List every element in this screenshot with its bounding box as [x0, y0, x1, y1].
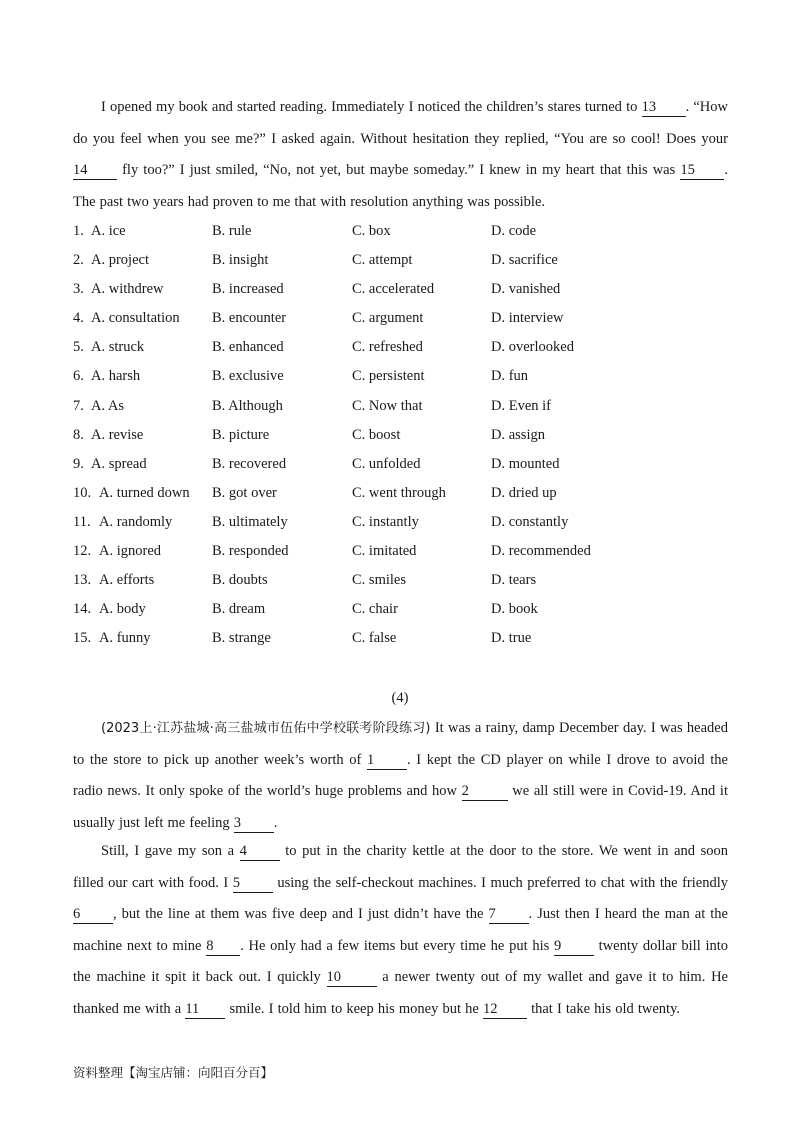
- option-b: B. responded: [212, 543, 289, 560]
- passage-text: It was a rainy, damp December day. I was headed to the store to pick up another week’s worth of: [73, 720, 728, 768]
- question-number: 6.: [73, 368, 84, 385]
- question-number: 15.: [73, 630, 92, 647]
- blank-10: 10: [327, 969, 377, 987]
- passage-text: . The past two years had proven to me that with resolution anything was possible.: [73, 162, 728, 210]
- option-c: C. accelerated: [352, 281, 435, 298]
- option-c: C. smiles: [352, 572, 406, 589]
- passage-text: we all still were in Covid-19. And it usually just left me feeling: [73, 783, 728, 831]
- option-a: A. ice: [91, 223, 126, 239]
- option-row: [73, 511, 728, 540]
- option-d: D. true: [491, 630, 532, 647]
- passage-paragraph-2: [73, 713, 728, 839]
- blank-11: 11: [185, 1001, 225, 1019]
- blank-3: 3: [234, 815, 274, 833]
- option-a: A. harsh: [91, 368, 141, 385]
- passage-text: to put in the charity kettle at the door to the store. We went in and soon filled our cart with food. I: [73, 843, 728, 891]
- passage-text: . He only had a few items but every time he put his: [240, 937, 554, 954]
- blank-15: 15: [680, 162, 724, 180]
- option-b: B. picture: [212, 426, 270, 443]
- footer-note: 资料整理【淘宝店铺：向阳百分百】: [73, 1065, 274, 1080]
- option-row: [73, 220, 728, 249]
- option-a: A. revise: [91, 426, 144, 443]
- passage-text: I opened my book and started reading. Immediately I noticed the children’s stares turned to: [101, 99, 642, 115]
- option-d: D. constantly: [491, 513, 569, 530]
- option-a: A. turned down: [99, 484, 190, 501]
- question-number: 9.: [73, 455, 84, 472]
- option-d: D. code: [491, 223, 537, 239]
- option-b: B. insight: [212, 252, 269, 269]
- option-b: B. ultimately: [212, 513, 288, 530]
- blank-2: 2: [462, 783, 508, 801]
- option-c: C. box: [352, 223, 391, 239]
- blank-13: 13: [642, 99, 686, 117]
- passage-text: a newer twenty out of my wallet and gave it to him. He thanked me with a: [73, 969, 728, 1017]
- passage-text: fly too?” I just smiled, “No, not yet, but maybe someday.” I knew in my heart that this was: [117, 162, 681, 178]
- option-row: [73, 336, 728, 365]
- option-d: D. fun: [491, 368, 529, 385]
- option-a: A. ignored: [99, 543, 162, 560]
- option-b: B. enhanced: [212, 339, 284, 356]
- option-b: B. strange: [212, 630, 271, 647]
- blank-7: 7: [489, 906, 529, 924]
- section-label: (4): [391, 690, 409, 706]
- option-b: B. recovered: [212, 455, 287, 472]
- blank-4: 4: [240, 843, 280, 861]
- question-number: 3.: [73, 281, 84, 298]
- option-d: D. overlooked: [491, 339, 574, 356]
- option-a: A. consultation: [91, 310, 180, 327]
- blank-9: 9: [554, 938, 594, 956]
- passage-text: . “How do you feel when you see me?” I asked again. Without hesitation they replied, “You are so cool! Does your: [73, 99, 728, 147]
- option-b: B. encounter: [212, 310, 287, 327]
- passage-text: that I take his old twenty.: [526, 1000, 681, 1017]
- question-number: 1.: [73, 223, 84, 239]
- passage-text: .: [273, 814, 278, 831]
- passage-text: twenty dollar bill into the machine it spit it back out. I quickly: [73, 937, 729, 985]
- passage-text: . I kept the CD player on while I drove to avoid the radio news. It only spoke of the world’s huge problems and how: [73, 751, 728, 799]
- option-c: C. Now that: [352, 397, 423, 414]
- blank-8: 8: [206, 938, 240, 956]
- option-row: [73, 482, 728, 511]
- option-row: [73, 278, 728, 307]
- option-b: B. got over: [212, 484, 277, 501]
- option-b: B. doubts: [212, 572, 268, 589]
- option-d: D. vanished: [491, 281, 561, 298]
- passage-text: smile. I told him to keep his money but he: [225, 1000, 483, 1017]
- question-number: 8.: [73, 426, 84, 443]
- passage-paragraph-1: [73, 92, 728, 218]
- option-row: [73, 453, 728, 482]
- passage-text: Still, I gave my son a: [101, 843, 240, 859]
- option-c: C. went through: [352, 484, 446, 501]
- option-row: [73, 540, 728, 569]
- option-d: D. tears: [491, 572, 537, 589]
- question-number: 12.: [73, 543, 92, 560]
- option-c: C. false: [352, 630, 397, 647]
- option-b: B. dream: [212, 601, 266, 618]
- option-a: A. As: [91, 397, 125, 414]
- option-d: D. interview: [491, 310, 564, 327]
- option-row: [73, 249, 728, 278]
- passage-paragraph-3: [73, 836, 728, 1025]
- passage-text: using the self-checkout machines. I much preferred to chat with the friendly: [272, 874, 729, 891]
- option-b: B. rule: [212, 223, 252, 239]
- question-number: 13.: [73, 572, 92, 589]
- option-row: [73, 307, 728, 336]
- options-list: [73, 220, 728, 656]
- option-c: C. attempt: [352, 252, 413, 269]
- blank-6: 6: [73, 906, 113, 924]
- passage-text: , but the line at them was five deep and I just didn’t have the: [113, 906, 489, 922]
- option-b: B. Although: [212, 397, 283, 414]
- option-d: D. mounted: [491, 455, 560, 472]
- question-number: 5.: [73, 339, 84, 356]
- blank-5: 5: [233, 875, 273, 893]
- option-row: [73, 395, 728, 424]
- question-number: 11.: [73, 513, 91, 530]
- option-a: A. project: [91, 252, 149, 269]
- option-c: C. imitated: [352, 543, 417, 560]
- option-a: A. randomly: [99, 513, 173, 530]
- blank-14: 14: [73, 162, 117, 180]
- option-row: [73, 424, 728, 453]
- option-b: B. increased: [212, 281, 284, 298]
- option-a: A. struck: [91, 339, 145, 356]
- option-d: D. book: [491, 601, 538, 618]
- option-row: [73, 598, 728, 627]
- blank-1: 1: [367, 752, 407, 770]
- option-a: A. efforts: [99, 572, 155, 589]
- option-row: [73, 569, 728, 598]
- option-b: B. exclusive: [212, 368, 284, 385]
- option-d: D. Even if: [491, 397, 551, 414]
- blank-12: 12: [483, 1001, 527, 1019]
- option-row: [73, 627, 728, 656]
- question-number: 14.: [73, 601, 92, 618]
- source-citation: (2023上·江苏盐城·高三盐城市伍佑中学校联考阶段练习): [101, 721, 431, 736]
- option-d: D. recommended: [491, 543, 591, 560]
- option-a: A. spread: [91, 455, 147, 472]
- option-d: D. assign: [491, 426, 545, 443]
- option-d: D. dried up: [491, 484, 557, 501]
- question-number: 2.: [73, 252, 84, 269]
- passage-text: . Just then I heard the man at the machine next to mine: [73, 906, 728, 954]
- option-c: C. unfolded: [352, 455, 421, 472]
- question-number: 4.: [73, 310, 84, 327]
- question-number: 7.: [73, 397, 84, 414]
- option-row: [73, 365, 728, 394]
- option-a: A. withdrew: [91, 281, 164, 298]
- option-a: A. body: [99, 601, 146, 618]
- option-c: C. instantly: [352, 513, 419, 530]
- option-d: D. sacrifice: [491, 252, 558, 269]
- option-c: C. boost: [352, 426, 401, 443]
- option-a: A. funny: [99, 630, 151, 647]
- question-number: 10.: [73, 484, 92, 501]
- option-c: C. argument: [352, 310, 424, 327]
- option-c: C. persistent: [352, 368, 425, 385]
- option-c: C. chair: [352, 601, 398, 618]
- option-c: C. refreshed: [352, 339, 423, 356]
